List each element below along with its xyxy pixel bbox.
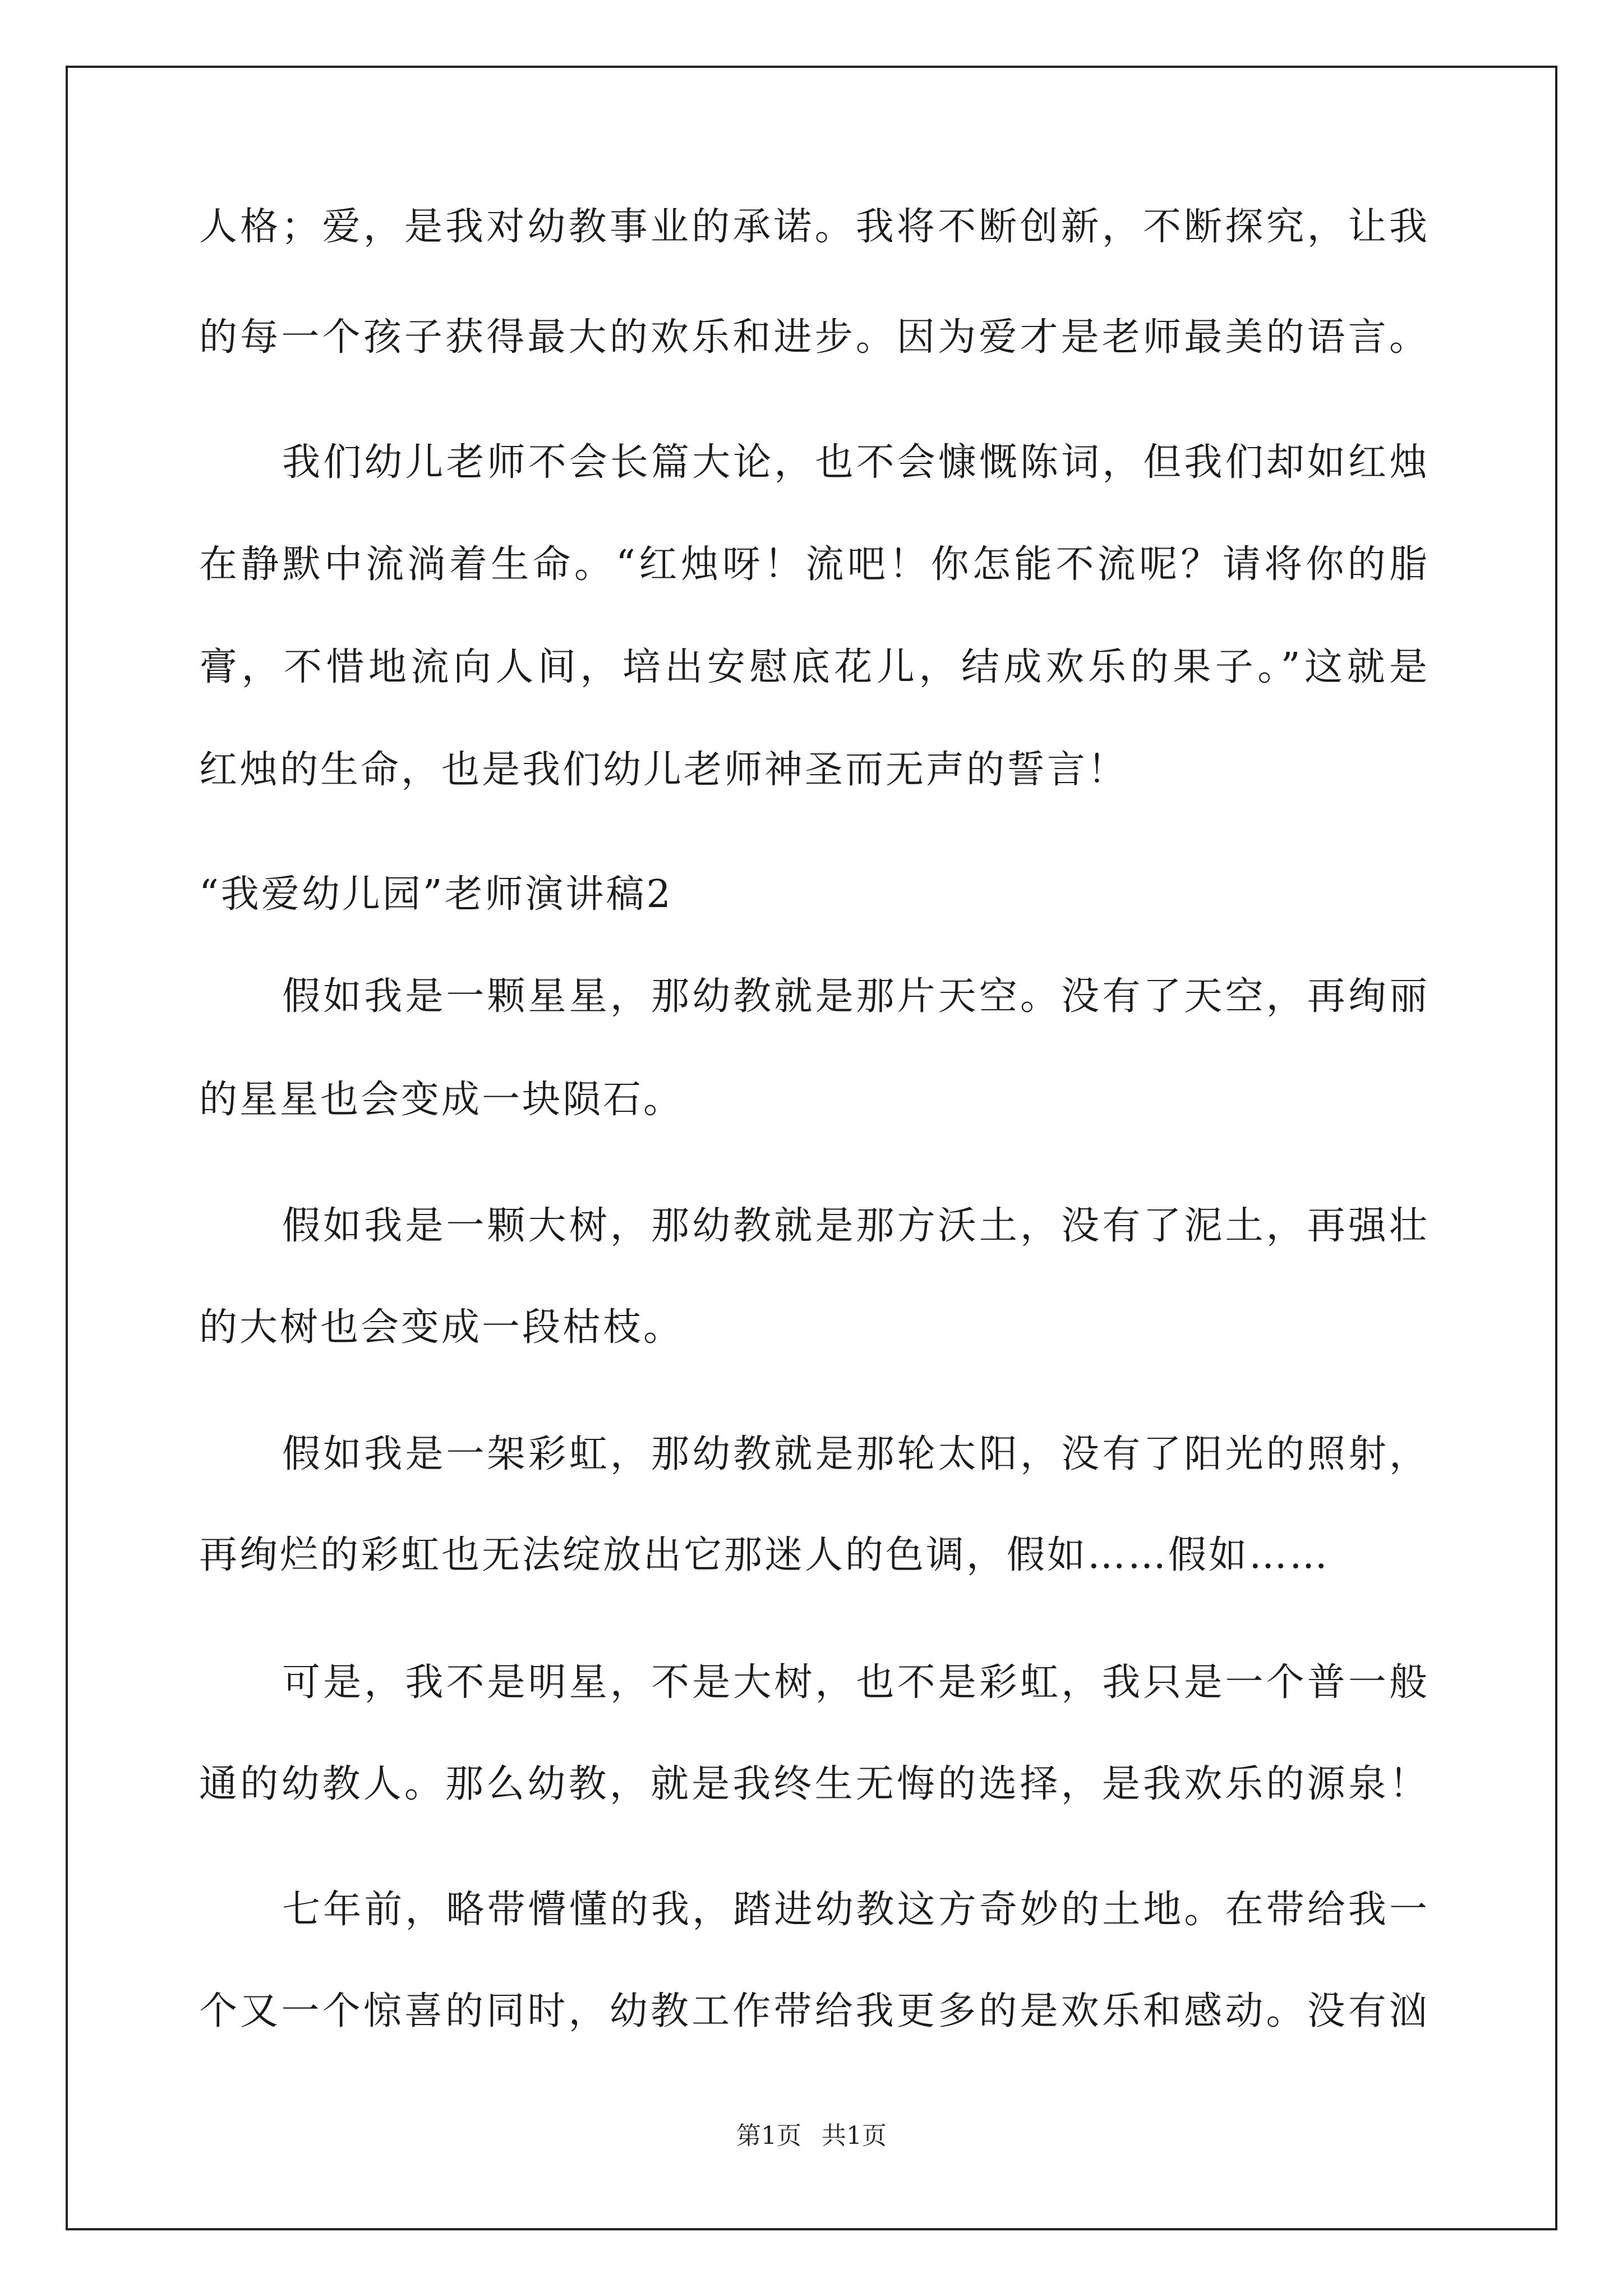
page-number: 第1页	[736, 2122, 801, 2150]
section-heading: “我爱幼儿园”老师演讲稿2	[199, 872, 673, 917]
text-line: 人格；爱，是我对幼教事业的承诺。我将不断创新，不断探究，让我	[199, 205, 1427, 249]
text-line: 再绚烂的彩虹也无法绽放出它那迷人的色调，假如……假如……	[199, 1533, 1330, 1577]
text-line: 可是，我不是明星，不是大树，也不是彩虹，我只是一个普一般	[282, 1660, 1427, 1705]
text-line: 的星星也会变成一块陨石。	[199, 1078, 684, 1122]
text-line: 假如我是一颗大树，那幼教就是那方沃土，没有了泥土，再强壮	[282, 1204, 1427, 1248]
text-line: 七年前，略带懵懂的我，踏进幼教这方奇妙的土地。在带给我一	[282, 1888, 1427, 1932]
text-line: 假如我是一颗星星，那幼教就是那片天空。没有了天空，再绚丽	[282, 974, 1427, 1019]
text-line: 的每一个孩子获得最大的欢乐和进步。因为爱才是老师最美的语言。	[199, 315, 1427, 360]
text-line: 假如我是一架彩虹，那幼教就是那轮太阳，没有了阳光的照射，	[282, 1432, 1427, 1476]
text-line: 的大树也会变成一段枯枝。	[199, 1305, 684, 1350]
text-line: 在静默中流淌着生命。“红烛呀！流吧！你怎能不流呢？请将你的脂	[199, 542, 1427, 587]
text-line: 我们幼儿老师不会长篇大论，也不会慷慨陈词，但我们却如红烛	[282, 440, 1427, 485]
text-line: 膏，不惜地流向人间，培出安慰底花儿，结成欢乐的果子。”这就是	[199, 645, 1427, 689]
text-line: 红烛的生命，也是我们幼儿老师神圣而无声的誓言！	[199, 748, 1128, 792]
page-total: 共1页	[822, 2122, 887, 2150]
page-footer	[0, 2119, 1623, 2153]
text-line: 通的幼教人。那么幼教，就是我终生无悔的选择，是我欢乐的源泉！	[199, 1762, 1427, 1806]
text-line: 个又一个惊喜的同时，幼教工作带给我更多的是欢乐和感动。没有汹	[199, 1989, 1427, 2033]
